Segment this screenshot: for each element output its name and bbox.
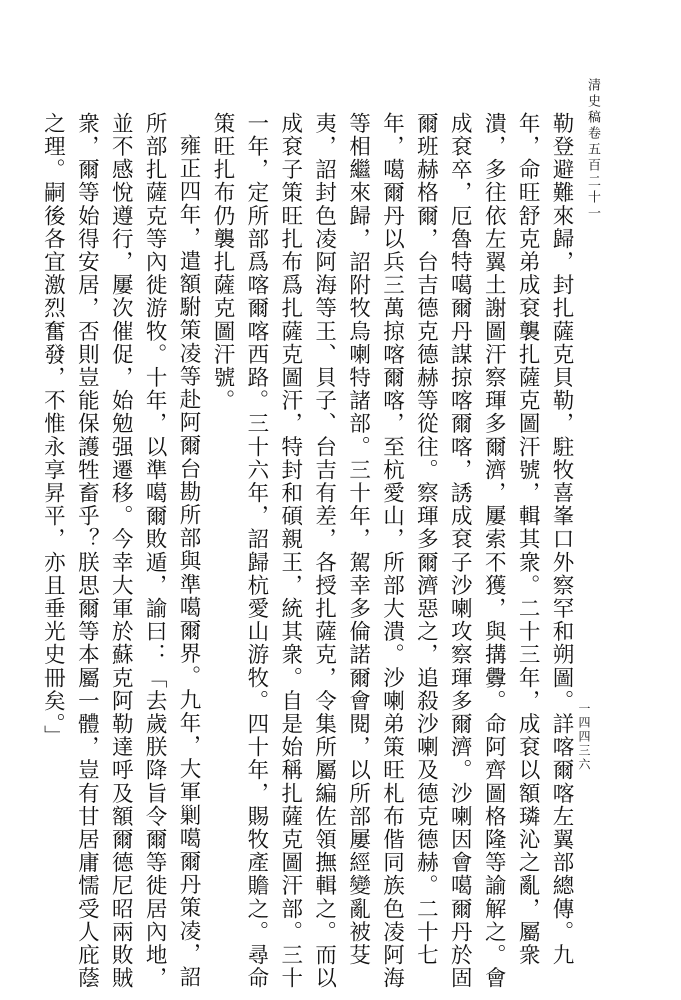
paragraph: 勒登避難來歸，封扎薩克貝勒，駐牧喜峯口外察罕和朔圖。詳喀爾喀左翼部總傳。九年，命旺舒克弟成袞襲扎薩克圖汗號，輯其衆。二十三年，成袞以額璘沁之亂，屬衆潰，多往依左翼土謝圖汗察琿多爾濟，屢索不獲，與搆釁。命阿齊圖格隆等諭解之。會成袞卒，厄魯特噶爾丹謀掠喀爾喀，誘成袞子沙喇攻察琿多爾濟。沙喇因會噶爾丹於固爾班赫格爾，台吉德克德赫等從往。察琿多爾濟惡之，追殺沙喇及德克德赫。二十七年，噶爾丹以兵三萬掠喀爾喀，至杭愛山，所部大潰。沙喇弟策旺札布偕同族色凌阿海等相繼來歸，詔附牧烏喇特諸部。三十年，駕幸多倫諾爾會閱，以所部屢經變亂被芟夷，詔封色凌阿海等王、貝子、台吉有差，各授扎薩克，令集所屬編佐領撫輯之。而以成袞子策旺扎布爲扎薩克圖汗，特封和碩親王，統其衆。自是始稱扎薩克圖汗部。三十一年，定所部爲喀爾喀西路。三十六年，詔歸杭愛山游牧。四十年，賜牧產贍之。尋命策旺扎布仍襲扎薩克圖汗號。 [209,112,574,990]
page-number: 一四四三六 [577,702,591,772]
book-title: 清史稿卷五百二十一 [585,78,600,222]
paragraph: 雍正四年，遣額駙策凌等赴阿爾台勘所部與準噶爾界。九年，大軍剿噶爾丹策凌，詔所部扎薩克等內徙游牧。十年，以準噶爾敗遁，諭曰：「去歲朕降旨令爾等徙居內地，並不感悅遵行，屢次催促，始勉强遷移。今幸大軍於蘇克阿勒達呼及額爾德尼昭兩敗賊衆，爾等始得安居，否則豈能保護牲畜乎？朕思爾等本屬一體，豈有甘居庸懦受人庇蔭之理。嗣後各宜激烈奮發，不惟永享昇平，亦且垂光史冊矣。」 [40,112,202,990]
main-text [40,112,578,992]
